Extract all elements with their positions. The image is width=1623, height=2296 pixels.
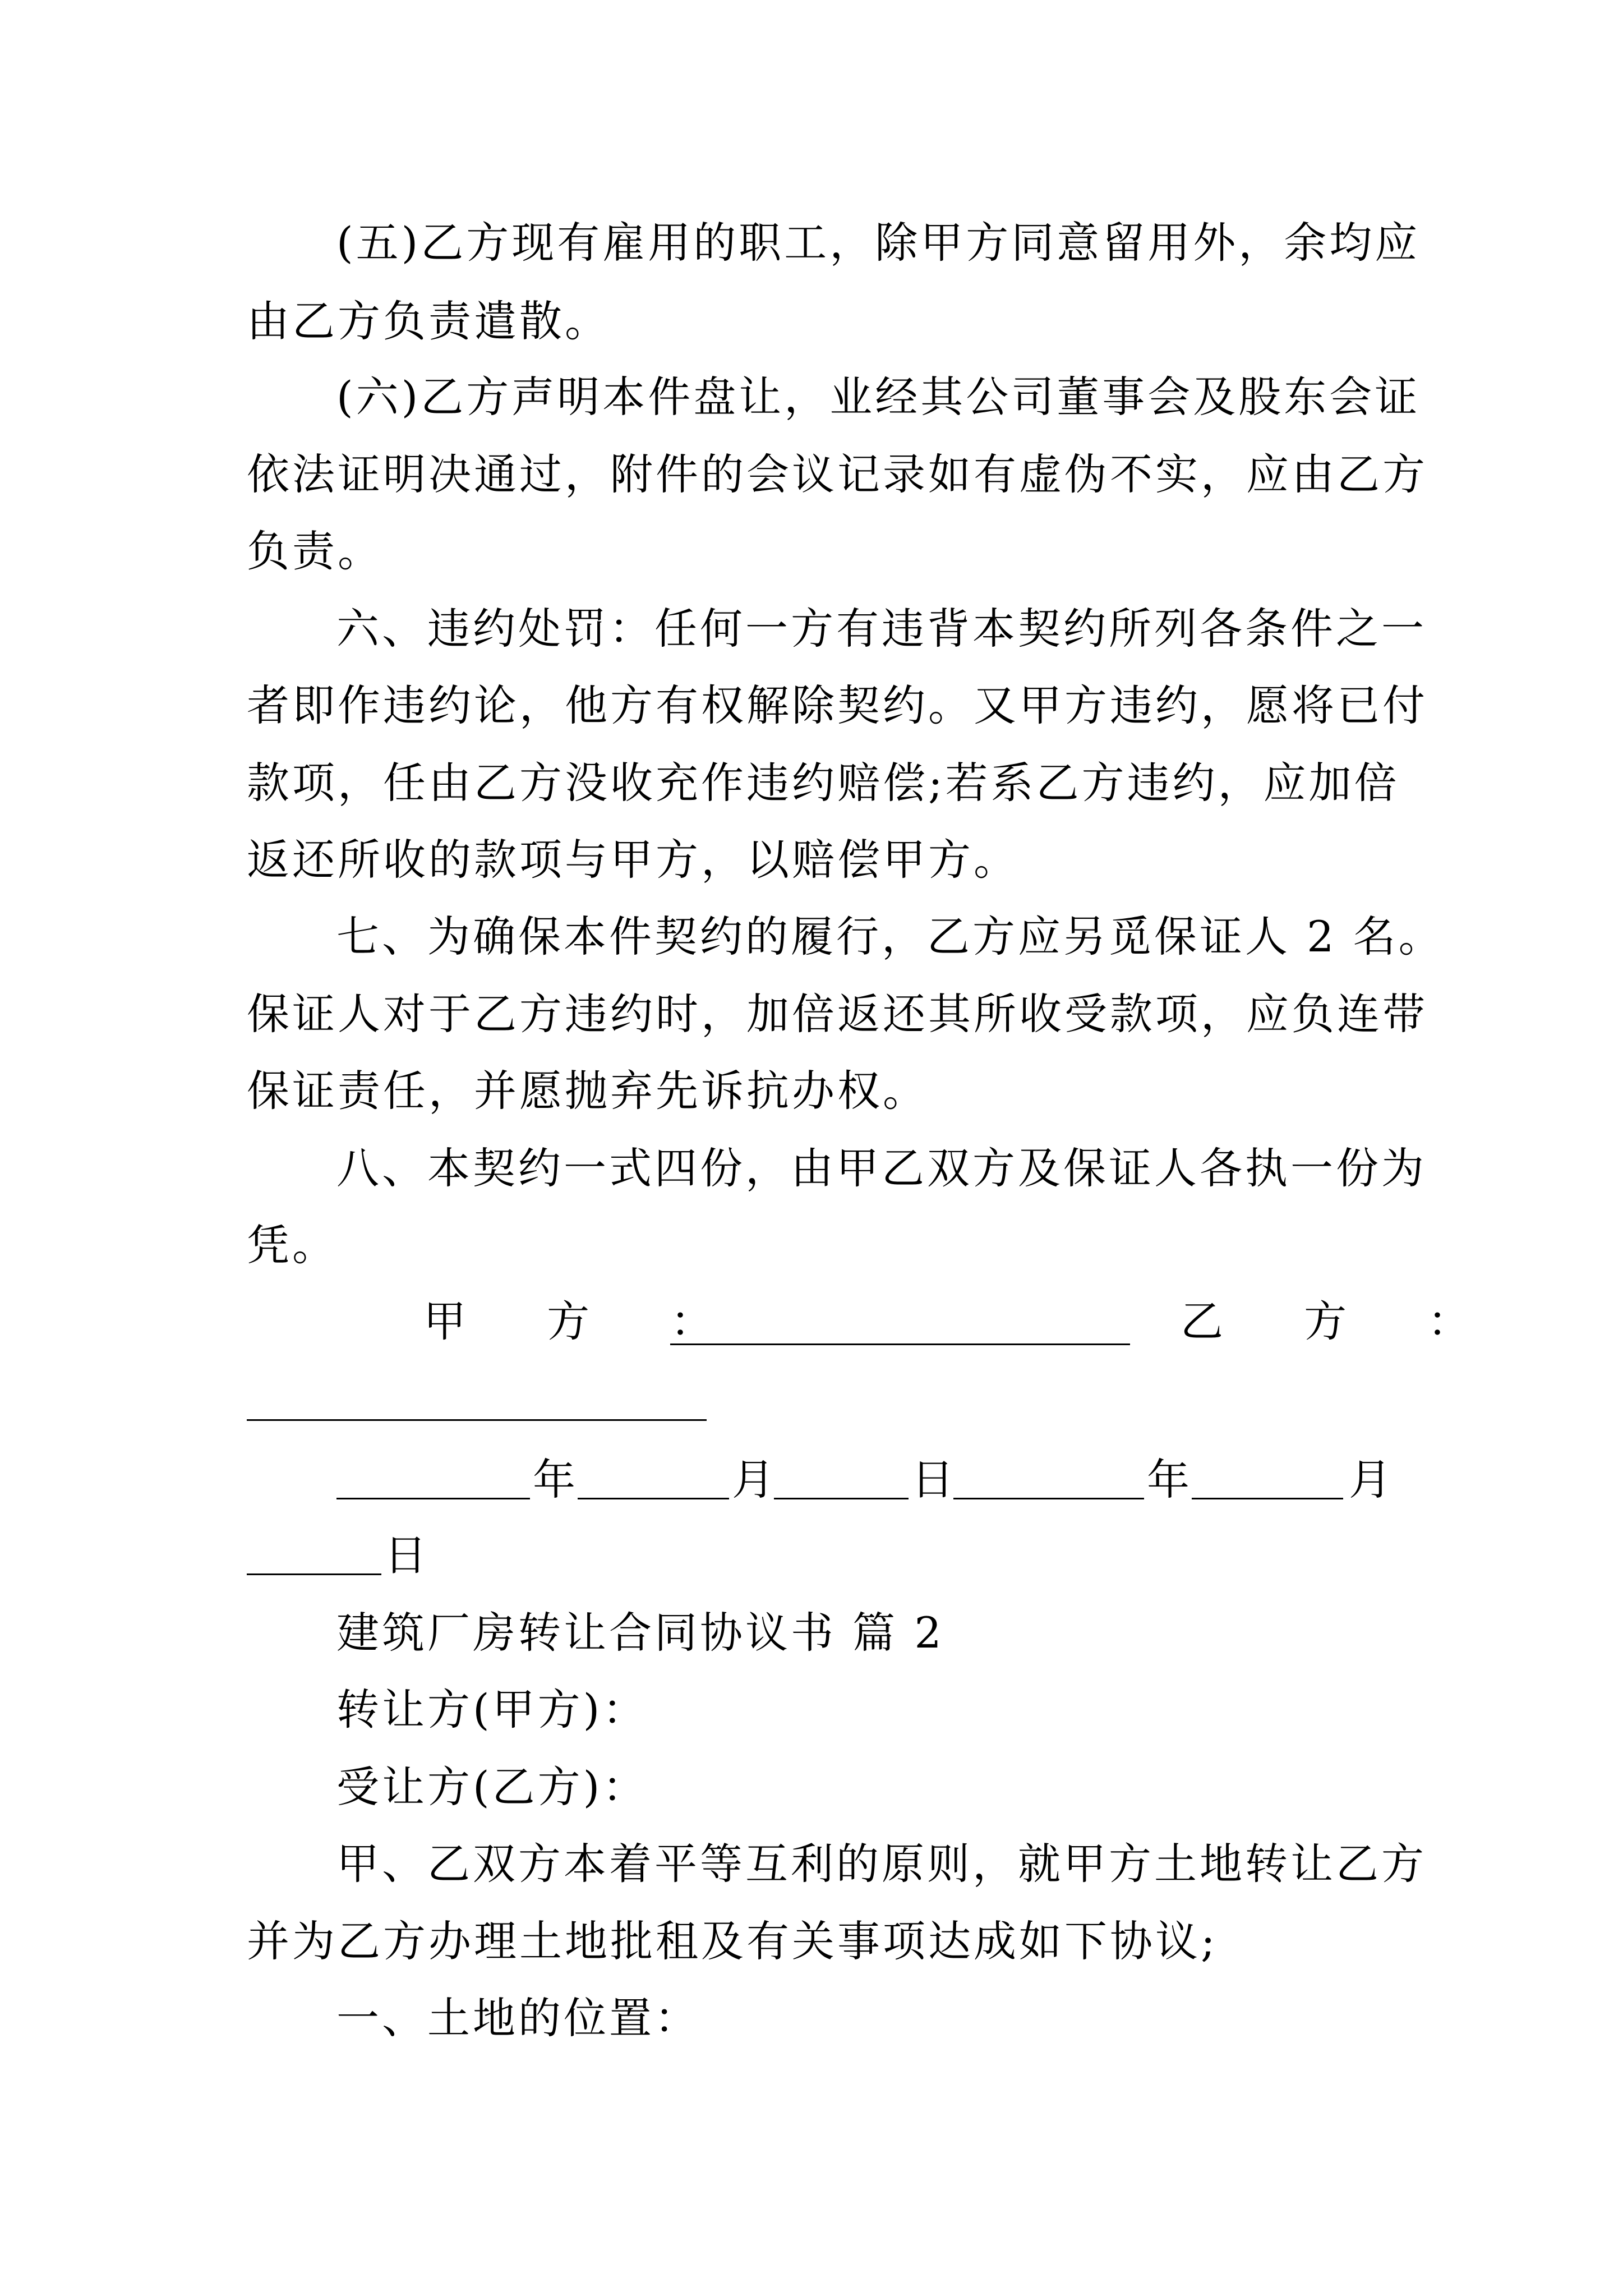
paragraph-line: 七、为确保本件契约的履行，乙方应另觅保证人 2 名。 [336,912,1444,961]
month-label: 月 [732,1455,774,1504]
day-label: 日 [911,1455,954,1504]
year-label: 年 [533,1455,575,1504]
paragraph-line: 保证责任，并愿抛弃先诉抗办权。 [247,1066,928,1116]
year-label: 年 [1147,1455,1189,1504]
month-blank [578,1498,729,1499]
party-a-label: 甲 方 ： [423,1296,747,1346]
day-blank [774,1498,909,1499]
paragraph-line: (五)乙方现有雇用的职工，除甲方同意留用外，余均应 [336,218,1421,268]
paragraph-line: 返还所收的款项与甲方，以赔偿甲方。 [247,835,1019,885]
transferee-label: 受让方(乙方)： [336,1762,648,1812]
party-b-blank [247,1419,707,1421]
paragraph-line: 者即作违约论，他方有权解除契约。又甲方违约，愿将已付 [247,680,1428,730]
party-b-label: 乙 方 ： [1181,1296,1504,1346]
year-blank [336,1498,530,1499]
item-heading: 一、土地的位置： [336,1993,700,2043]
paragraph-line: 凭。 [247,1220,338,1270]
paragraph-line: 并为乙方办理土地批租及有关事项达成如下协议; [247,1916,1218,1966]
paragraph-line: 甲、乙双方本着平等互利的原则，就甲方土地转让乙方 [336,1839,1427,1889]
paragraph-line: 八、本契约一式四份，由甲乙双方及保证人各执一份为 [336,1143,1427,1193]
day-blank [247,1573,381,1575]
year-blank [953,1498,1144,1499]
section-title: 建筑厂房转让合同协议书 篇 2 [336,1608,944,1658]
paragraph-line: 由乙方负责遣散。 [247,296,610,346]
paragraph-line: (六)乙方声明本件盘让，业经其公司董事会及股东会证 [336,372,1421,422]
paragraph-line: 款项，任由乙方没收充作违约赔偿;若系乙方违约，应加倍 [247,758,1400,808]
paragraph-line: 负责。 [247,526,383,576]
transferor-label: 转让方(甲方)： [336,1685,648,1734]
month-blank [1192,1498,1343,1499]
month-label: 月 [1349,1455,1391,1504]
paragraph-line: 依法证明决通过，附件的会议记录如有虚伪不实，应由乙方 [247,449,1428,499]
day-label: 日 [384,1530,427,1580]
party-a-blank [670,1343,1130,1345]
paragraph-line: 保证人对于乙方违约时，加倍返还其所收受款项，应负连带 [247,989,1428,1039]
paragraph-line: 六、违约处罚：任何一方有违背本契约所列各条件之一 [336,604,1427,654]
